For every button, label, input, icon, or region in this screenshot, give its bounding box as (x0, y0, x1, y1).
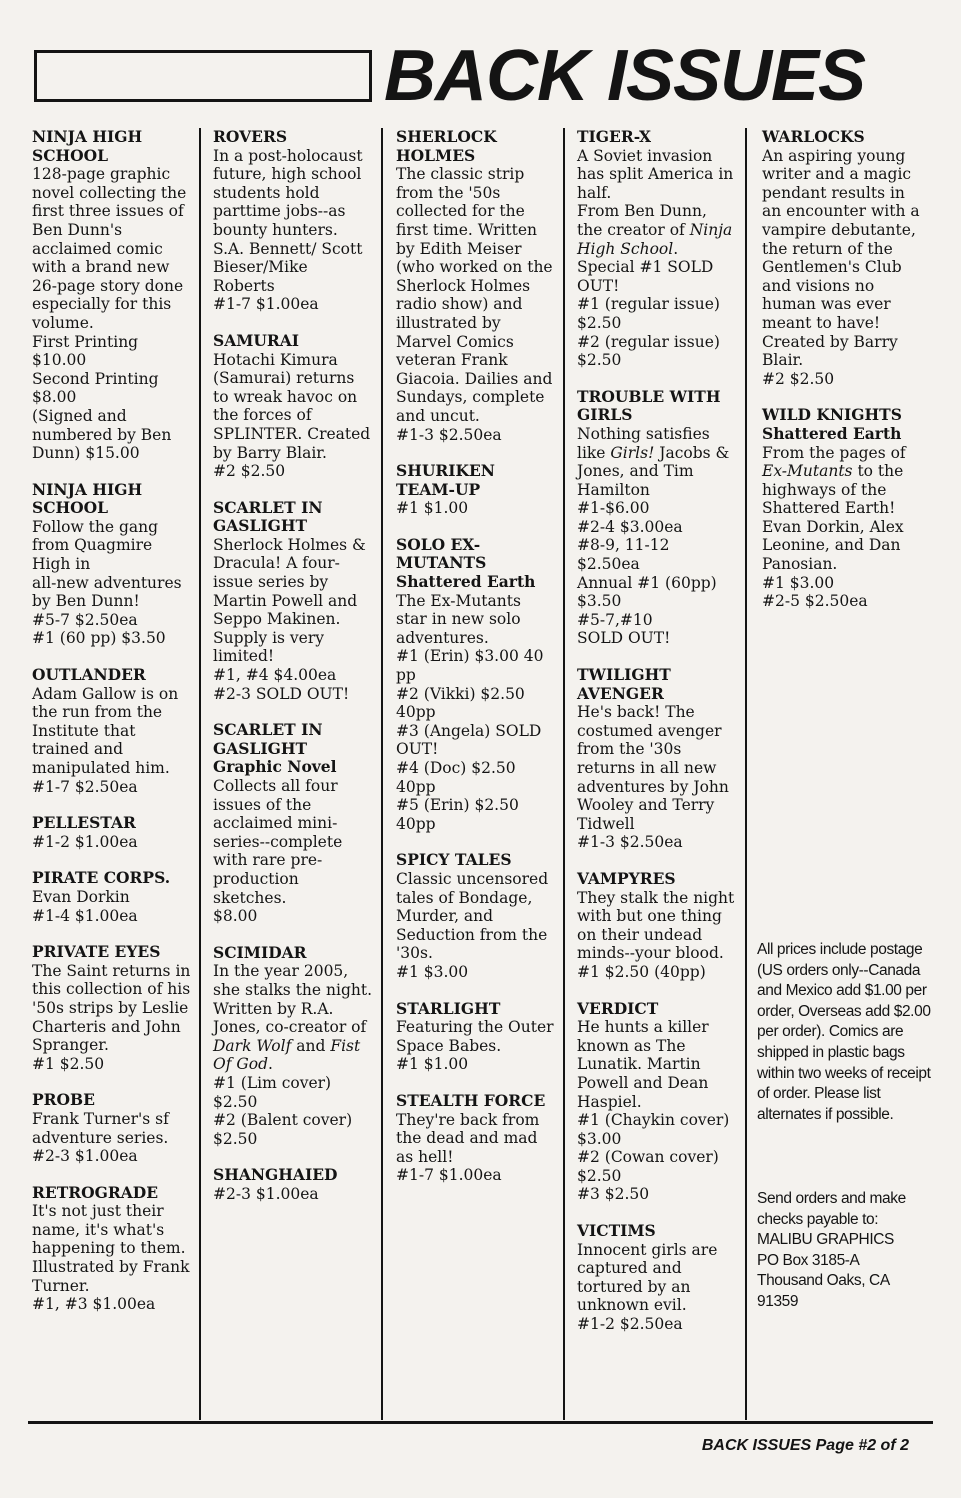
entry-title: WILD KNIGHTS (762, 405, 902, 425)
catalog-entry (577, 388, 737, 648)
entry-subtitle: Shattered Earth (396, 572, 536, 592)
entry-description: Frank Turner's sf adventure series. #2-3 $1.00ea (32, 1109, 169, 1166)
pricing-note: All prices include postage (US orders only--Canada and Mexico add $1.00 per order, Overseas add $2.00 per order). Comics are shipped in plastic bags within two weeks of receipt of order. Please list alternates if possible. (757, 941, 931, 1123)
catalog-entry (32, 814, 192, 851)
catalog-entry (32, 869, 192, 925)
entry-title: SCARLET IN GASLIGHT (213, 720, 323, 758)
entry-title: RETROGRADE (32, 1182, 159, 1202)
entry-title: SCIMIDAR (213, 942, 307, 962)
catalog-entry (32, 666, 192, 796)
entry-title: NINJA HIGH SCHOOL (32, 479, 143, 518)
catalog-entry (577, 128, 737, 370)
entry-description: They're back from the dead and mad as hell! #1-7 $1.00ea (396, 1110, 540, 1185)
column-3 (396, 128, 554, 1203)
entry-description: 128-page graphic novel collecting the first three issues of Ben Dunn's acclaimed comic with a brand new 26-page story done especially for this volume. First Printing $10.00 Second Printing $8.00 (Signed and numbered by Ben Dunn) $15.00 (32, 165, 187, 463)
header-box (34, 50, 372, 102)
catalog-entry (577, 870, 737, 982)
catalog-entry (396, 1000, 554, 1074)
entry-description: They stalk the night with but one thing on their undead minds--your blood. #1 $2.50 (40pp) (577, 888, 735, 981)
entry-description: An aspiring young writer and a magic pendant results in an encounter with a vampire debutante, the return of the Gentlemen's Club and visions no human was ever meant to have! Created by Barry Blair. #2 $2.50 (762, 146, 920, 388)
catalog-entry (396, 462, 554, 518)
column-1 (32, 128, 192, 1332)
entry-description: #1-2 $1.00ea (32, 832, 138, 851)
entry-title: PROBE (32, 1090, 95, 1110)
order-address: Send orders and make checks payable to: MALIBU GRAPHICS PO Box 3185-A Thousand Oaks, CA 91359 (757, 1190, 906, 1310)
catalog-entry (213, 332, 373, 481)
entry-title: ROVERS (213, 127, 288, 146)
catalog-entry (213, 128, 373, 314)
column-4 (577, 128, 737, 1352)
catalog-entry (32, 481, 192, 648)
catalog-entry (577, 1000, 737, 1205)
column-divider (199, 128, 201, 1420)
entry-title: PIRATE CORPS. (32, 868, 171, 888)
entry-title: STEALTH FORCE (396, 1090, 546, 1110)
bottom-rule (28, 1421, 933, 1424)
entry-title: SCARLET IN GASLIGHT (213, 497, 323, 536)
column-divider (381, 128, 383, 1420)
entry-description: The Saint returns in this collection of his '50s strips by Leslie Charteris and John Spranger. #1 $2.50 (32, 961, 191, 1073)
catalog-entry (32, 943, 192, 1073)
entry-description: From the pages of Ex-Mutants to the highways of the Shattered Earth! Evan Dorkin, Alex Leonine, and Dan Panosian. #1 $3.00 #2-5 $2.50ea (762, 443, 906, 611)
catalog-entry (396, 1092, 554, 1185)
entry-title: SOLO EX-MUTANTS (396, 534, 487, 573)
entry-description: A Soviet invasion has split America in half. From Ben Dunn, the creator of Ninja High School. Special #1 SOLD OUT! #1 (regular issue) $2.50 #2 (regular issue) $2.50 (577, 146, 734, 370)
entry-title: SAMURAI (213, 330, 300, 350)
entry-title: SHANGHAIED (213, 1165, 338, 1185)
entry-description: Nothing satisfies like Girls! Jacobs & Jones, and Tim Hamilton #1-$6.00 #2-4 $3.00ea #8-9, 11-12 $2.50ea Annual #1 (60pp) $3.50 #5-7,#10 SOLD OUT! (577, 424, 730, 648)
entry-description: Classic uncensored tales of Bondage, Murder, and Seduction from the '30s. #1 $3.00 (396, 869, 549, 981)
entry-description: Adam Gallow is on the run from the Institute that trained and manipulated him. #1-7 $2.50ea (32, 684, 179, 796)
catalog-entry (577, 1222, 737, 1334)
catalog-entry (213, 721, 373, 926)
entry-title: WARLOCKS (762, 127, 865, 146)
column-5 (762, 128, 922, 629)
entry-subtitle: Shattered Earth (762, 423, 902, 443)
entry-title: SHURIKEN TEAM-UP (396, 461, 495, 499)
catalog-entry (762, 406, 922, 611)
entry-title: NINJA HIGH SCHOOL (32, 127, 143, 165)
entry-description: It's not just their name, it's what's happening to them. Illustrated by Frank Turner. #1, #3 $1.00ea (32, 1202, 190, 1314)
entry-description: The classic strip from the '50s collected for the first time. Written by Edith Meiser (who worked on the Sherlock Holmes radio show) and illustrated by Marvel Comics veteran Frank Giacoia. Dailies and Sundays, complete and uncut. #1-3 $2.50ea (396, 165, 553, 444)
entry-title: OUTLANDER (32, 665, 146, 685)
catalog-entry (762, 128, 922, 388)
entry-title: SPICY TALES (396, 850, 512, 870)
entry-description: Innocent girls are captured and tortured by an unknown evil. #1-2 $2.50ea (577, 1240, 718, 1334)
entry-title: VICTIMS (577, 1221, 656, 1241)
entry-title: VAMPYRES (577, 868, 676, 888)
entry-description: Collects all four issues of the acclaimed mini-series--complete with rare pre-production sketches. $8.00 (213, 777, 343, 926)
column-divider (745, 128, 747, 1420)
entry-description: Hotachi Kimura (Samurai) returns to wreak havoc on the forces of SPLINTER. Created by Barry Blair. #2 $2.50 (213, 350, 371, 481)
entry-description: The Ex-Mutants star in new solo adventures. #1 (Erin) $3.00 40 pp #2 (Vikki) $2.50 40pp #3 (Angela) SOLD OUT! #4 (Doc) $2.50 40pp #5 (Erin) $2.50 40pp (396, 591, 544, 833)
column-2 (213, 128, 373, 1221)
catalog-entry (396, 128, 554, 444)
entry-description: Sherlock Holmes & Dracula! A four-issue series by Martin Powell and Seppo Makinen. Supply is very limited! #1, #4 $4.00ea #2-3 SOLD OUT! (213, 535, 366, 703)
entry-title: TWILIGHT AVENGER (577, 665, 671, 703)
catalog-entry (32, 1184, 192, 1314)
page-footer: BACK ISSUES Page #2 of 2 (701, 1437, 909, 1454)
entry-title: TROUBLE WITH GIRLS (577, 386, 721, 425)
column-divider (563, 128, 565, 1420)
catalog-entry (396, 536, 554, 834)
page-title: BACK ISSUES (384, 36, 866, 116)
entry-description: In a post-holocaust future, high school students hold parttime jobs--as bounty hunters. S.A. Bennett/ Scott Bieser/Mike Roberts #1-7 $1.00ea (213, 146, 363, 314)
catalog-entry (577, 666, 737, 852)
entry-description: Follow the gang from Quagmire High in all-new adventures by Ben Dunn! #5-7 $2.50ea #1 (60 pp) $3.50 (32, 517, 182, 648)
entry-description: In the year 2005, she stalks the night. Written by R.A. Jones, co-creator of Dark Wolf and Fist Of God. #1 (Lim cover) $2.50 #2 (Balent cover) $2.50 (213, 962, 373, 1148)
entry-title: SHERLOCK HOLMES (396, 127, 497, 165)
catalog-entry (213, 499, 373, 704)
entry-title: VERDICT (577, 998, 659, 1018)
catalog-entry (32, 128, 192, 463)
entry-description: #2-3 $1.00ea (213, 1184, 319, 1203)
entry-title: PRIVATE EYES (32, 942, 161, 962)
entry-title: PELLESTAR (32, 813, 136, 833)
entry-description: #1 $1.00 (396, 499, 469, 518)
entry-title: TIGER-X (577, 127, 652, 146)
entry-title: STARLIGHT (396, 998, 501, 1018)
catalog-entry (396, 851, 554, 981)
catalog-entry (213, 944, 373, 1149)
catalog-entry (213, 1166, 373, 1203)
entry-subtitle: Graphic Novel (213, 757, 337, 777)
entry-description: Featuring the Outer Space Babes. #1 $1.00 (396, 1018, 554, 1074)
entry-description: He's back! The costumed avenger from the '30s returns in all new adventures by John Wooley and Terry Tidwell #1-3 $2.50ea (577, 703, 729, 852)
entry-description: Evan Dorkin #1-4 $1.00ea (32, 887, 138, 925)
entry-description: He hunts a killer known as The Lunatik. Martin Powell and Dean Haspiel. #1 (Chaykin cover) $3.00 #2 (Cowan cover) $2.50 #3 $2.50 (577, 1018, 730, 1204)
catalog-entry (32, 1091, 192, 1165)
